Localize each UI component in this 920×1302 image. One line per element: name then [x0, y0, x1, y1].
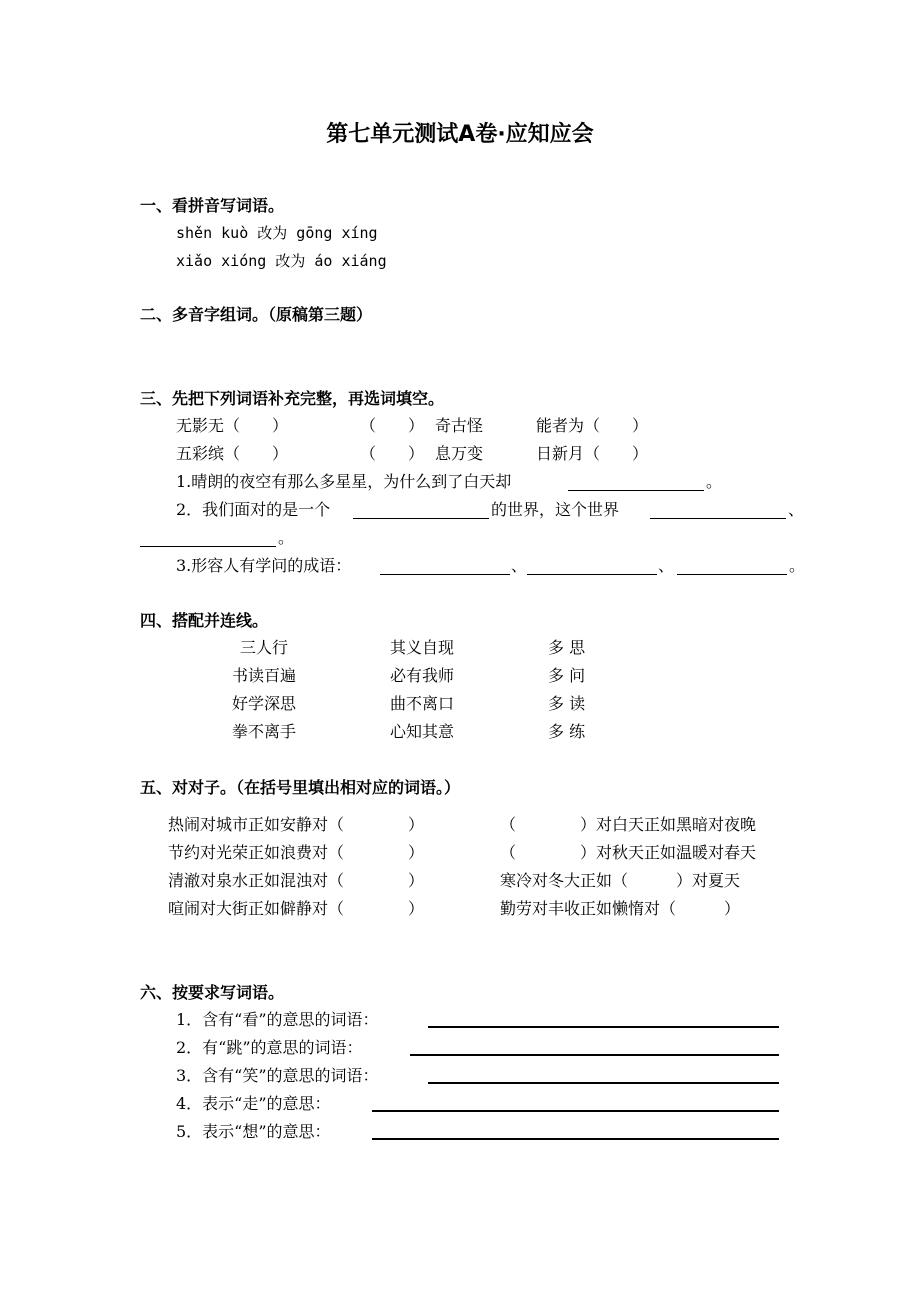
fill-word-paren: （ ） [360, 416, 425, 435]
pinyin-line-2: xiǎo xióng 改为 áo xiáng [176, 252, 387, 270]
question-1-end: 。 [706, 472, 723, 491]
couplet-left: 热闹对城市正如安静对（ ） [168, 815, 425, 834]
page-title: 第七单元测试A卷·应知应会 [326, 122, 594, 147]
answer-blank[interactable] [380, 574, 510, 575]
match-col1-item[interactable]: 书读百遍 [232, 666, 297, 685]
match-col1-item[interactable]: 三人行 [240, 638, 289, 657]
match-col3-item[interactable]: 多 思 [548, 638, 586, 657]
section-1-heading: 一、看拼音写词语。 [140, 196, 285, 215]
section-4-heading: 四、搭配并连线。 [140, 611, 269, 630]
section-5-heading: 五、对对子。（在括号里填出相对应的词语。） [140, 778, 461, 797]
couplet-right: 勤劳对丰收正如懒惰对（ ） [500, 899, 741, 918]
question-3-sep: 、 [658, 556, 675, 575]
word-prompt: 3．含有“笑”的意思的词语： [176, 1066, 379, 1085]
couplet-left: 节约对光荣正如浪费对（ ） [168, 843, 425, 862]
section-3-heading: 三、先把下列词语补充完整，再选词填空。 [140, 389, 445, 408]
question-3-text: 3.形容人有学问的成语： [176, 556, 352, 575]
answer-line[interactable] [372, 1110, 779, 1112]
question-2-text: 2．我们面对的是一个 [176, 500, 331, 519]
couplet-left: 喧闹对大街正如僻静对（ ） [168, 899, 425, 918]
fill-word: 五彩缤（ ） [176, 444, 289, 463]
match-col1-item[interactable]: 好学深思 [232, 694, 297, 713]
answer-line[interactable] [428, 1026, 779, 1028]
fill-word: 奇古怪 [435, 416, 484, 435]
couplet-left: 清澈对泉水正如混浊对（ ） [168, 871, 425, 890]
couplet-right: （ ）对白天正如黑暗对夜晚 [500, 815, 757, 834]
word-prompt: 1．含有“看”的意思的词语： [176, 1010, 379, 1029]
match-col3-item[interactable]: 多 练 [548, 722, 586, 741]
match-col1-item[interactable]: 拳不离手 [232, 722, 297, 741]
match-col2-item[interactable]: 必有我师 [390, 666, 455, 685]
answer-blank[interactable] [677, 574, 787, 575]
answer-line[interactable] [410, 1054, 779, 1056]
match-col2-item[interactable]: 其义自现 [390, 638, 455, 657]
answer-line[interactable] [428, 1082, 779, 1084]
pinyin-line-1: shěn kuò 改为 gōng xíng [176, 224, 378, 242]
answer-line[interactable] [372, 1138, 779, 1140]
word-prompt: 4．表示“走”的意思： [176, 1094, 331, 1113]
match-col2-item[interactable]: 心知其意 [390, 722, 455, 741]
question-2-end: 。 [278, 528, 295, 547]
section-2-heading: 二、多音字组词。（原稿第三题） [140, 305, 373, 324]
answer-blank[interactable] [568, 490, 704, 491]
fill-word: 息万变 [435, 444, 484, 463]
question-1-text: 1.晴朗的夜空有那么多星星，为什么到了白天却 [176, 472, 512, 491]
word-prompt: 2．有“跳”的意思的词语： [176, 1038, 363, 1057]
question-3-sep: 、 [511, 556, 528, 575]
answer-blank[interactable] [353, 518, 489, 519]
couplet-right: 寒冷对冬大正如（ ）对夏天 [500, 871, 741, 890]
answer-blank[interactable] [650, 518, 786, 519]
answer-blank[interactable] [527, 574, 657, 575]
question-2-mid: 的世界，这个世界 [491, 500, 620, 519]
question-2-sep: 、 [788, 500, 805, 519]
fill-word: 无影无（ ） [176, 416, 289, 435]
word-prompt: 5．表示“想”的意思： [176, 1122, 331, 1141]
section-6-heading: 六、按要求写词语。 [140, 983, 285, 1002]
answer-blank[interactable] [140, 546, 276, 547]
fill-word: 日新月（ ） [536, 444, 649, 463]
match-col2-item[interactable]: 曲不离口 [390, 694, 455, 713]
fill-word-paren: （ ） [360, 444, 425, 463]
fill-word: 能者为（ ） [536, 416, 649, 435]
question-3-end: 。 [789, 556, 806, 575]
match-col3-item[interactable]: 多 问 [548, 666, 586, 685]
match-col3-item[interactable]: 多 读 [548, 694, 586, 713]
couplet-right: （ ）对秋天正如温暖对春天 [500, 843, 757, 862]
